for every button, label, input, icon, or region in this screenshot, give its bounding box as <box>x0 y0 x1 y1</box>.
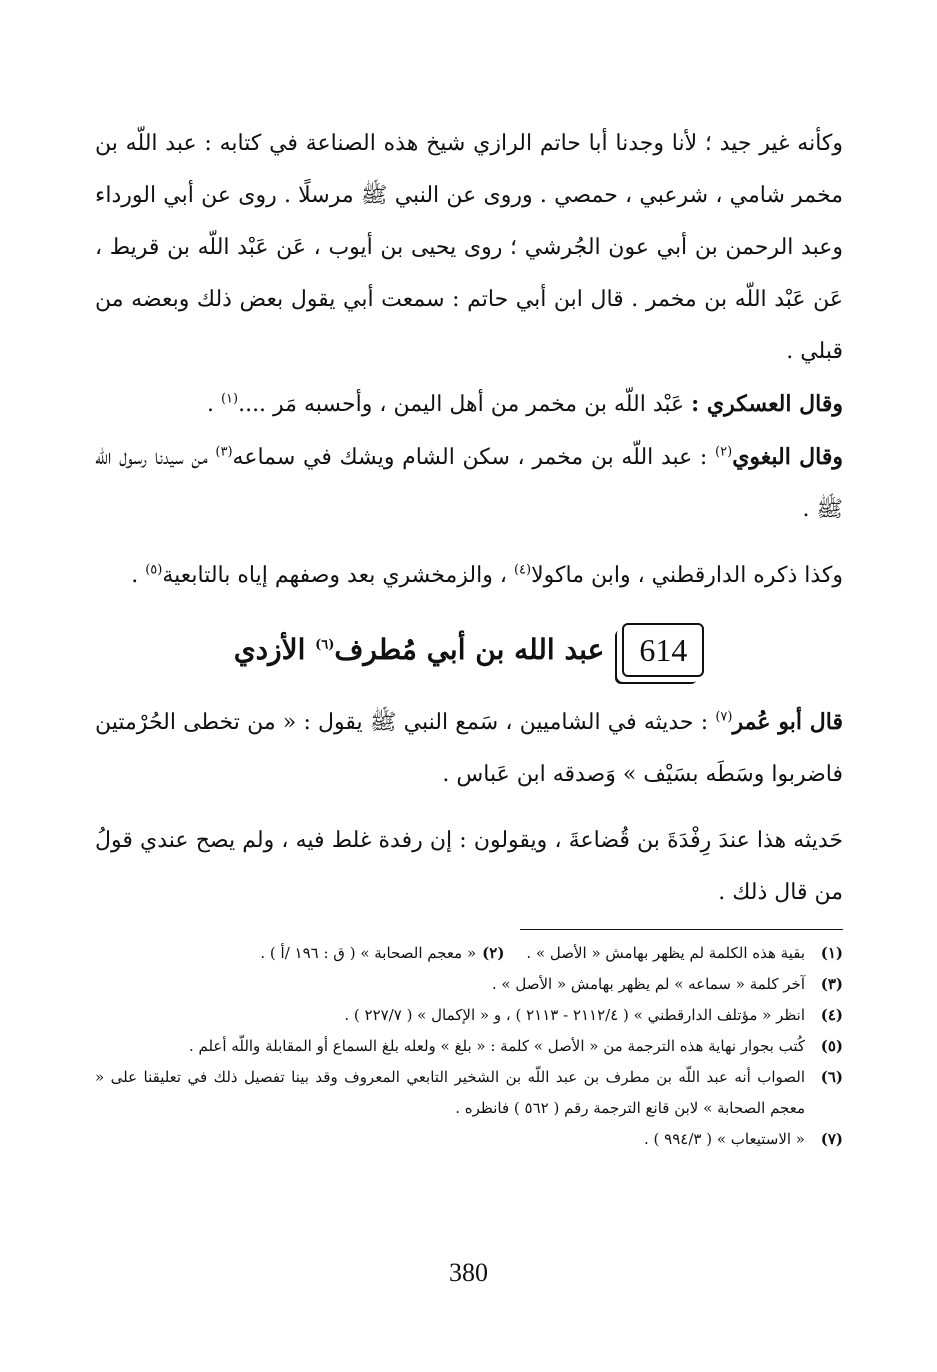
main-text <box>95 118 843 919</box>
entry-heading <box>95 608 843 692</box>
footnote-1-2 <box>95 938 843 969</box>
entry-number-box <box>622 623 704 677</box>
footnote-divider <box>520 929 843 930</box>
footnote-number: (٧) <box>820 1130 843 1148</box>
paragraph-tail-2: . <box>131 563 146 588</box>
footnote-2-text: « معجم الصحابة » ( ق : ١٩٦ /أ ) . <box>260 944 477 962</box>
paragraph-tail: ، والزمخشري بعد وصفهم إياه بالتابعية <box>162 563 514 588</box>
footnote-ref-2: (٢) <box>715 444 733 460</box>
footnote-text <box>95 938 805 969</box>
paragraph-lead: قال أبو عُمر <box>732 709 843 735</box>
paragraph-text: وكأنه غير جيد ؛ لأنا وجدنا أبا حاتم الرازي شيخ هذه الصناعة في كتابه : عبد اللّه بن مخمر شامي ، شرعبي ، حمصي . وروى عن النبي ﷺ مرسلًا . روى عن أبي الورداء وعبد الرحمن بن أبي عون الجُرشي ؛ روى يحيى بن أيوب ، عَن عَبْد اللّه بن قريط ، عَن عَبْد اللّه بن مخمر . قال ابن أبي حاتم : سمعت أبي يقول بعض ذلك وبعضه من قبلي . <box>95 131 843 364</box>
footnote-ref-1: (١) <box>220 391 239 407</box>
footnote-number: (٤) <box>820 1006 843 1024</box>
paragraph-rifda <box>95 815 843 919</box>
footnote-text: انظر « مؤتلف الدارقطني » ( ٢١١٢/٤ - ٢١١٣ ) ، و « الإكمال » ( ٢٢٧/٧ ) . <box>344 1006 805 1024</box>
footnote-text: كُتب بجوار نهاية هذه الترجمة من « الأصل » كلمة : « بلغ » ولعله بلغ السماع أو المقابلة واللّه أعلم . <box>188 1037 805 1055</box>
paragraph-abu-hatim <box>95 118 843 378</box>
entry-title <box>234 624 605 676</box>
paragraph-baghawi <box>95 431 843 536</box>
paragraph-text: عَبْد اللّه بن مخمر من أهل اليمن ، وأحسبه مَر .... <box>238 392 685 417</box>
footnote-ref-3: (٣) <box>215 444 233 460</box>
footnote-number: (١) <box>820 944 843 962</box>
paragraph-text: : عبد اللّه بن مخمر ، سكن الشام ويشك في سماعه <box>232 445 708 470</box>
paragraph-tail: . <box>206 392 221 417</box>
paragraph-lead: وقال البغوي <box>732 444 844 470</box>
footnote-number: (٣) <box>820 975 843 993</box>
entry-title-tail: الأزدي <box>233 633 316 666</box>
footnote-ref-4: (٤) <box>513 562 532 578</box>
footnote-text: الصواب أنه عبد اللّه بن مطرف بن عبد اللّه بن الشخير التابعي المعروف وقد بينا تفصيل ذلك في تعليقنا على « معجم الصحابة » لابن قانع الترجمة رقم ( ٥٦٢ ) فانظره . <box>95 1068 805 1117</box>
footnotes <box>95 938 843 1155</box>
footnote-ref-7: (٧) <box>715 709 733 725</box>
footnote-5 <box>95 1031 843 1062</box>
entry-number: 614 <box>639 632 688 668</box>
footnote-4 <box>95 1000 843 1031</box>
footnote-7 <box>95 1124 843 1155</box>
footnote-number: (٥) <box>820 1037 843 1055</box>
paragraph-abu-umar <box>95 696 843 801</box>
page-number: 380 <box>449 1258 488 1287</box>
footnote-number: (٦) <box>820 1068 843 1086</box>
paragraph-text: : حديثه في الشاميين ، سَمع النبي ﷺ يقول : « من تخطى الحُرْمتين فاضربوا وسَطَه بسَيْف » وَصدقه ابن عَباس . <box>95 710 843 787</box>
footnote-3 <box>95 969 843 1000</box>
footnote-6 <box>95 1062 843 1124</box>
footnote-1-text: بقية هذه الكلمة لم يظهر بهامش « الأصل » . <box>526 944 805 962</box>
paragraph-tail: من سيدنا رسول اللّه ﷺ . <box>95 445 843 522</box>
paragraph-text: حَديثه هذا عندَ رِفْدَةَ بن قُضاعةَ ، ويقولون : إن رفدة غلط فيه ، ولم يصح عندي قولُ من قال ذلك . <box>95 828 843 905</box>
footnote-ref-5: (٥) <box>145 562 163 578</box>
footnote-text: « الاستيعاب » ( ٩٩٤/٣ ) . <box>644 1130 805 1148</box>
paragraph-lead: وقال العسكري : <box>691 391 843 417</box>
footnote-number-2: (٢) <box>482 944 505 962</box>
paragraph-daraqutni <box>95 550 843 602</box>
paragraph-text: وكذا ذكره الدارقطني ، وابن ماكولا <box>531 563 843 588</box>
footnote-ref-6: (٦) <box>315 637 335 653</box>
paragraph-askari <box>95 378 843 431</box>
entry-title-text: عبد الله بن أبي مُطرف <box>334 633 605 666</box>
footnote-text: آخر كلمة « سماعه » لم يظهر بهامش « الأصل » . <box>491 975 805 993</box>
